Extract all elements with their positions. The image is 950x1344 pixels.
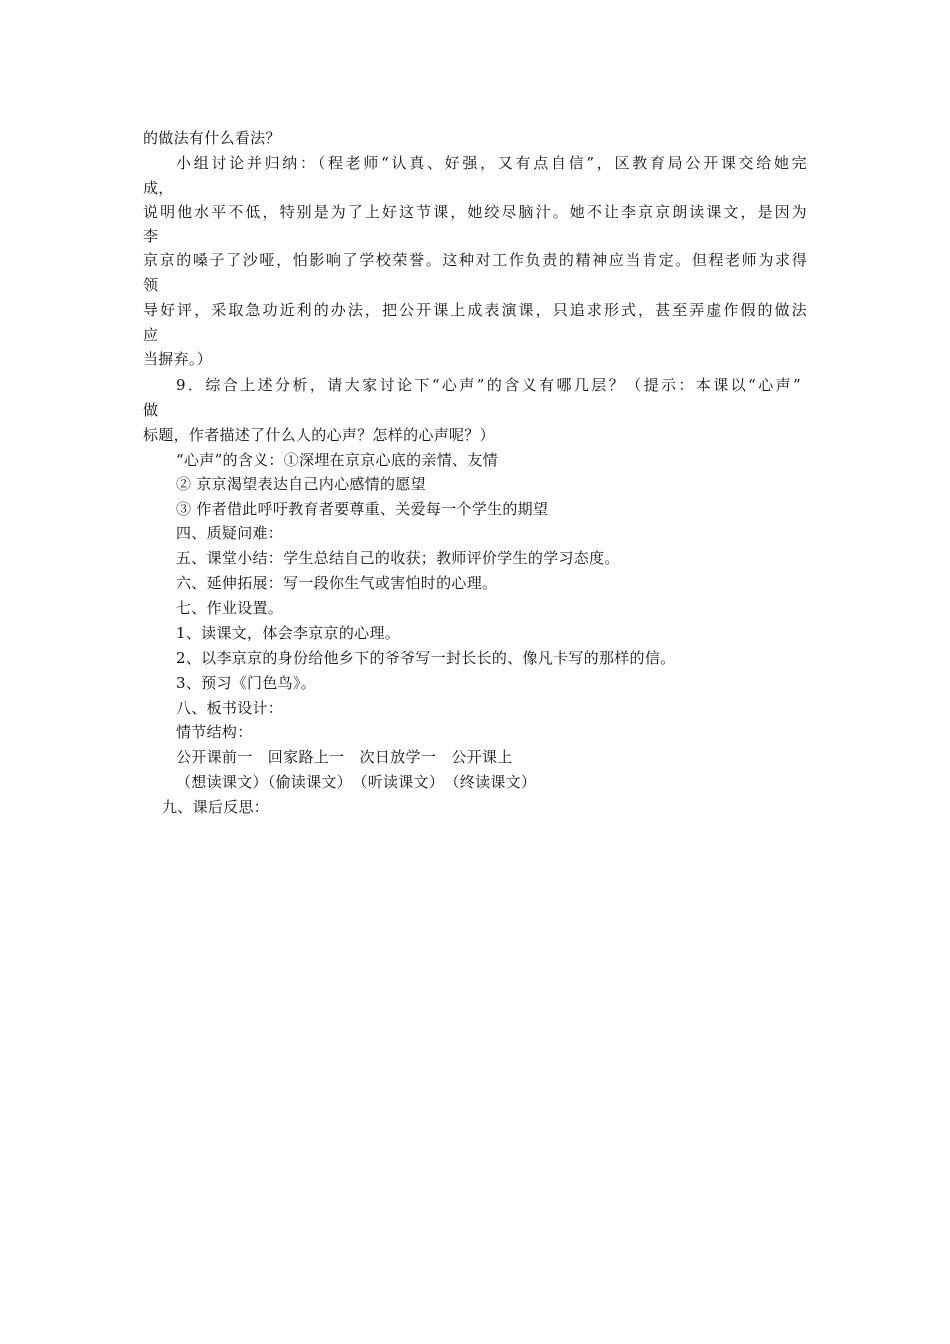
- text-line: 成，: [143, 179, 174, 197]
- text-line: 四、质疑问难：: [176, 524, 284, 542]
- text-line: “心声”的含义：①深埋在京京心底的亲情、友情: [176, 451, 498, 469]
- text-line: 标题，作者描述了什么人的心声？怎样的心声呢？）: [143, 426, 495, 444]
- text-line: 公开课前一 回家路上一 次日放学一 公开课上: [176, 748, 513, 766]
- text-line: 李: [143, 227, 159, 245]
- text-line: （想读课文）（偷读课文） （听读课文） （终读课文）: [176, 773, 537, 791]
- text-line: 六、延伸拓展：写一段你生气或害怕时的心理。: [176, 574, 498, 592]
- text-line: 领: [143, 276, 159, 294]
- text-line: 1、读课文，体会李京京的心理。: [176, 624, 401, 642]
- text-line: 2、以李京京的身份给他乡下的爷爷写一封长长的、像凡卡写的那样的信。: [176, 649, 676, 667]
- text-line: ② 京京渴望表达自己内心感情的愿望: [176, 475, 426, 493]
- text-line: 当摒弃。）: [143, 350, 213, 368]
- text-line: 情节结构：: [176, 723, 253, 741]
- text-line: 小组讨论并归纳：（程老师“认真、好强，又有点自信”，区教育局公开课交给她完: [176, 154, 807, 172]
- text-line: 9．综合上述分析，请大家讨论下“心声”的含义有哪几层？（提示：本课以“心声”: [176, 376, 801, 394]
- text-line: 应: [143, 326, 159, 344]
- text-line: 七、作业设置。: [176, 599, 284, 617]
- text-line: 做: [143, 401, 159, 419]
- text-line: ③ 作者借此呼吁教育者要尊重、关爱每一个学生的期望: [176, 500, 549, 518]
- text-line: 京京的嗓子了沙哑，怕影响了学校荣誉。这种对工作负责的精神应当肯定。但程老师为求得: [143, 251, 807, 269]
- text-line: 3、预习《门色鸟》。: [176, 674, 317, 692]
- text-line: 九、课后反思：: [162, 798, 270, 816]
- text-line: 八、板书设计：: [176, 699, 284, 717]
- text-line: 的做法有什么看法？: [143, 129, 281, 147]
- text-line: 导好评，采取急功近利的办法，把公开课上成表演课，只追求形式，甚至弄虚作假的做法: [143, 301, 807, 319]
- text-line: 说明他水平不低，特别是为了上好这节课，她绞尽脑汁。她不让李京京朗读课文，是因为: [143, 203, 807, 221]
- text-line: 五、课堂小结：学生总结自己的收获；教师评价学生的学习态度。: [176, 549, 620, 567]
